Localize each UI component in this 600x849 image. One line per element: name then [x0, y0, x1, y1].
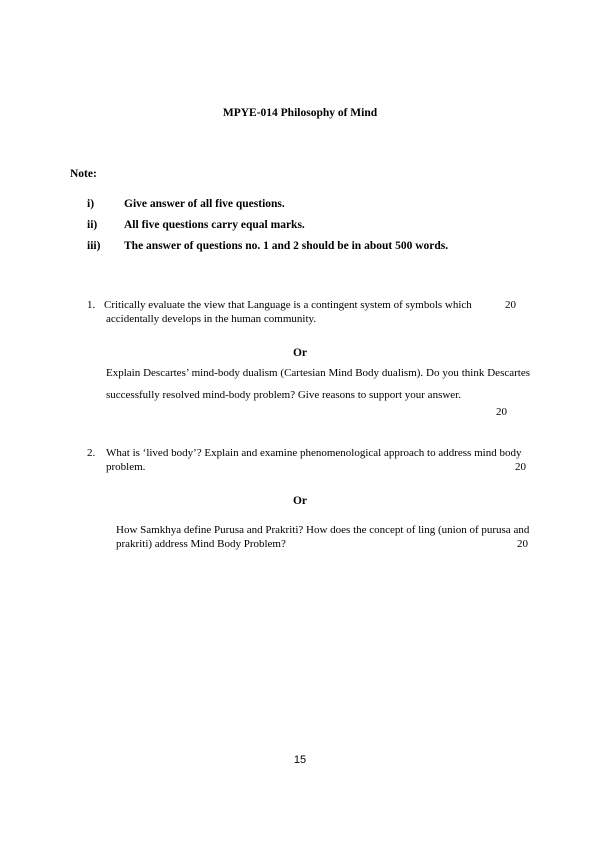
question-text-line: Critically evaluate the view that Language is a contingent system of symbols which [104, 299, 472, 311]
question-marks: 20 [515, 461, 526, 473]
note-item-text: All five questions carry equal marks. [124, 219, 305, 231]
alternative-question-marks: 20 [496, 406, 507, 418]
note-item-number: ii) [87, 219, 98, 231]
document-title: MPYE-014 Philosophy of Mind [222, 107, 378, 119]
or-separator: Or [292, 495, 308, 507]
or-separator: Or [292, 347, 308, 359]
question-marks: 20 [505, 299, 516, 311]
alternative-question-text-line: How Samkhya define Purusa and Prakriti? How does the concept of ling (union of purusa and [116, 524, 530, 536]
question-text-line: What is ‘lived body’? Explain and examine phenomenological approach to address mind body [106, 447, 522, 459]
alternative-question-text: Explain Descartes’ mind-body dualism (Cartesian Mind Body dualism). Do you think Descartes successfully resolved mind-body problem? Give reasons to support your answer. [106, 367, 530, 401]
note-item-text: The answer of questions no. 1 and 2 should be in about 500 words. [124, 240, 449, 252]
page-number: 15 [293, 754, 307, 766]
note-item-number: i) [87, 198, 95, 210]
alternative-question-text-line: prakriti) address Mind Body Problem? [116, 538, 286, 550]
question-number: 2. [87, 447, 96, 459]
question-text-line: accidentally develops in the human community. [106, 313, 317, 325]
note-item-text: Give answer of all five questions. [124, 198, 285, 210]
note-label: Note: [70, 168, 97, 180]
question-text-line: problem. [106, 461, 146, 473]
note-item-number: iii) [87, 240, 101, 252]
question-number: 1. [87, 299, 96, 311]
alternative-question-marks: 20 [517, 538, 528, 550]
